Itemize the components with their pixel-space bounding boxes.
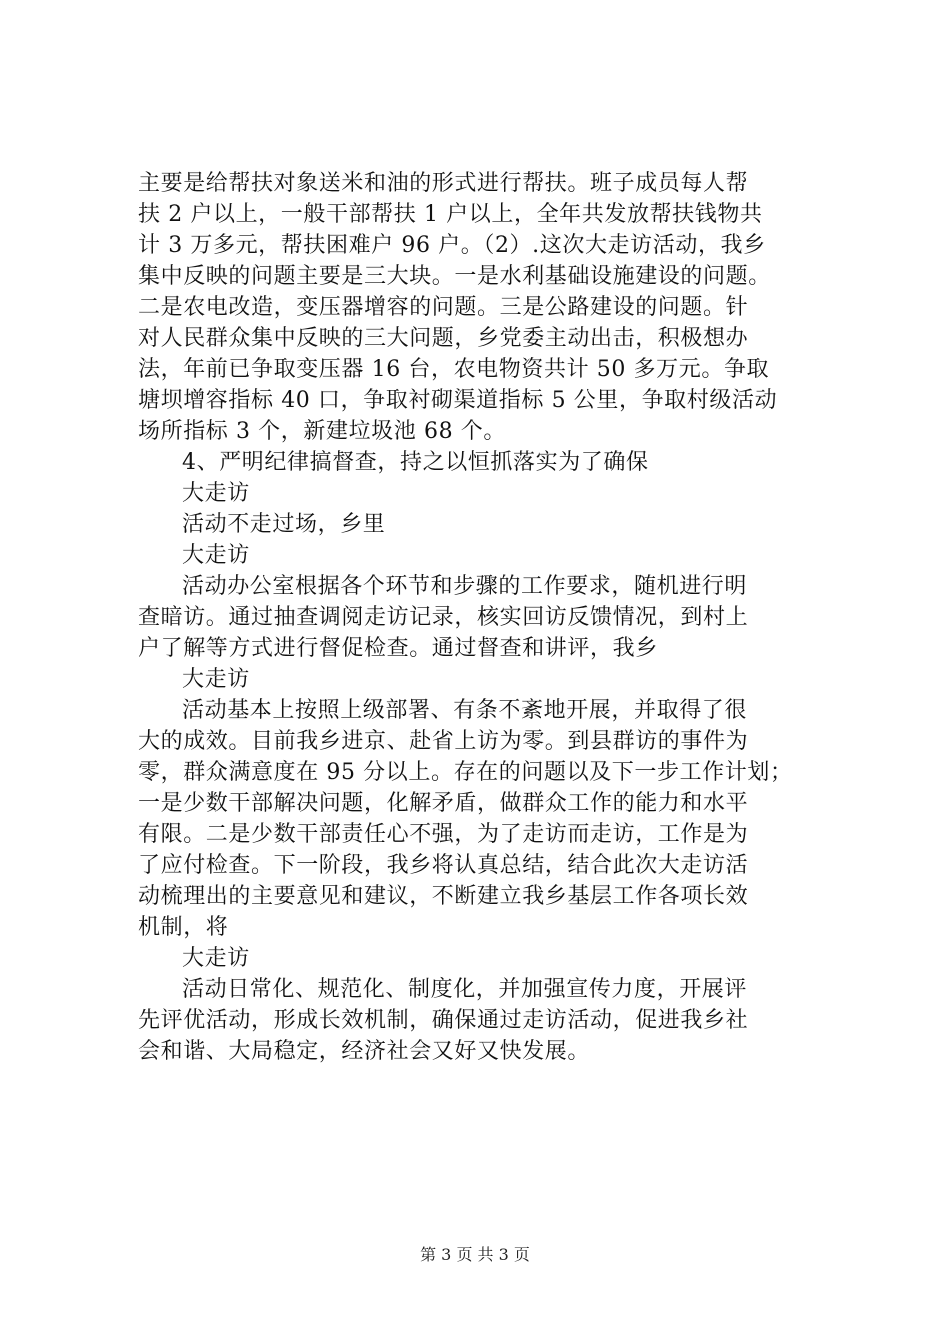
- text-line: 法，年前已争取变压器 16 台，农电物资共计 50 多万元。争取: [138, 357, 770, 382]
- text-line: 零，群众满意度在 95 分以上。存在的问题以及下一步工作计划；: [138, 760, 793, 785]
- text-line: 集中反映的问题主要是三大块。一是水利基础设施建设的问题。: [138, 264, 771, 289]
- text-line: 场所指标 3 个，新建垃圾池 68 个。: [138, 419, 506, 444]
- text-line: 活动办公室根据各个环节和步骤的工作要求，随机进行明: [182, 574, 748, 599]
- text-line: 大走访: [182, 543, 250, 568]
- document-body: [138, 168, 834, 1067]
- text-line: 有限。二是少数干部责任心不强，为了走访而走访，工作是为: [138, 822, 749, 847]
- text-line: 大走访: [182, 667, 250, 692]
- text-line: 对人民群众集中反映的三大问题，乡党委主动出击，积极想办: [138, 326, 749, 351]
- text-line: 查暗访。通过抽查调阅走访记录，核实回访反馈情况，到村上: [138, 605, 749, 630]
- text-line: 扶 2 户以上，一般干部帮扶 1 户以上，全年共发放帮扶钱物共: [138, 202, 763, 227]
- text-line: 了应付检查。下一阶段，我乡将认真总结，结合此次大走访活: [138, 853, 749, 878]
- page-footer: 第 3 页 共 3 页: [420, 1245, 530, 1264]
- text-line: 活动不走过场，乡里: [182, 512, 386, 537]
- text-line: 机制，将: [138, 915, 229, 940]
- text-line: 主要是给帮扶对象送米和油的形式进行帮扶。班子成员每人帮: [138, 171, 749, 196]
- text-line: 大的成效。目前我乡进京、赴省上访为零。到县群访的事件为: [138, 729, 749, 754]
- text-line: 户了解等方式进行督促检查。通过督查和讲评，我乡: [138, 636, 658, 661]
- text-line: 二是农电改造，变压器增容的问题。三是公路建设的问题。针: [138, 295, 749, 320]
- text-line: 4、严明纪律搞督查，持之以恒抓落实为了确保: [182, 450, 649, 475]
- text-line: 一是少数干部解决问题，化解矛盾，做群众工作的能力和水平: [138, 791, 749, 816]
- text-line: 大走访: [182, 481, 250, 506]
- text-line: 活动日常化、规范化、制度化，并加强宣传力度，开展评: [182, 977, 748, 1002]
- text-line: 塘坝增容指标 40 口，争取衬砌渠道指标 5 公里，争取村级活动: [138, 388, 778, 413]
- text-line: 大走访: [182, 946, 250, 971]
- text-line: 活动基本上按照上级部署、有条不紊地开展，并取得了很: [182, 698, 748, 723]
- text-line: 动梳理出的主要意见和建议，不断建立我乡基层工作各项长效: [138, 884, 749, 909]
- text-line: 先评优活动，形成长效机制，确保通过走访活动，促进我乡社: [138, 1008, 749, 1033]
- text-line: 计 3 万多元，帮扶困难户 96 户。（2）.这次大走访活动，我乡: [138, 233, 766, 258]
- text-line: 会和谐、大局稳定，经济社会又好又快发展。: [138, 1039, 591, 1064]
